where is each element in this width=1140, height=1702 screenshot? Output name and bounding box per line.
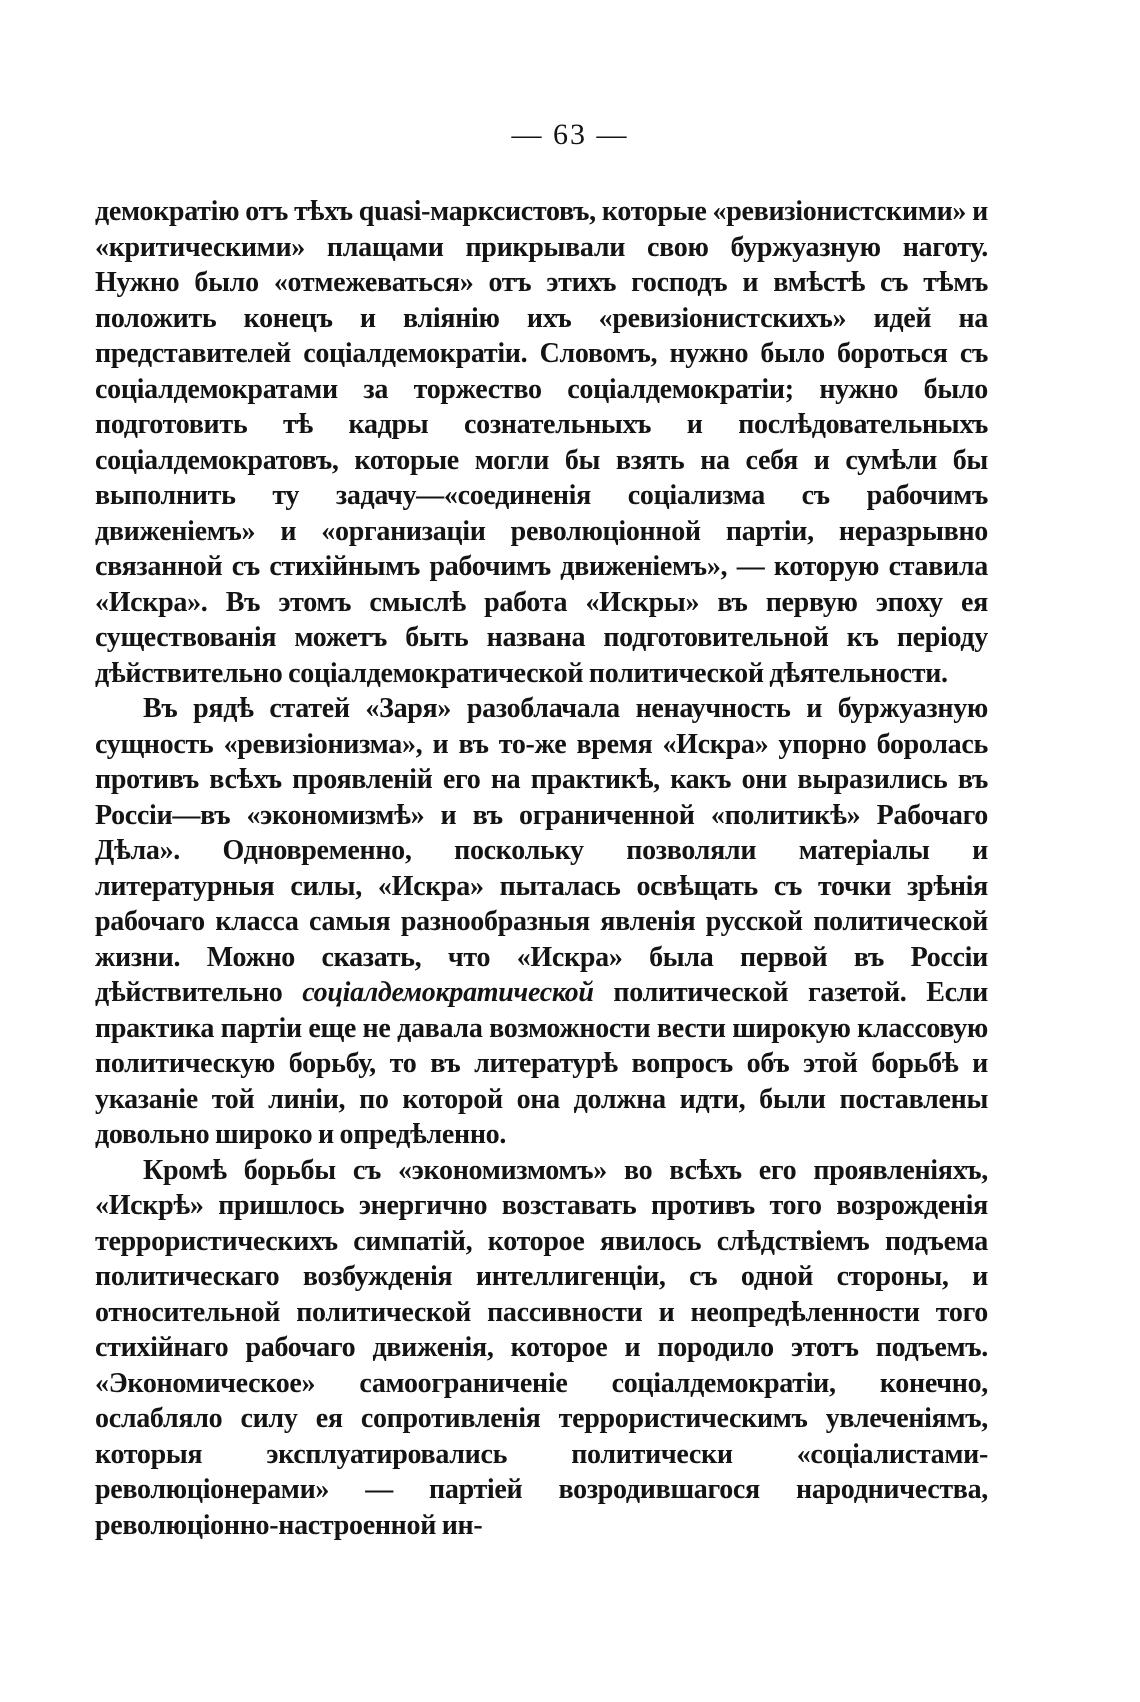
paragraph-1 (95, 194, 988, 691)
page-number: — 63 — (511, 118, 629, 151)
paragraph-1-text: демократію отъ тѣхъ quasi-марксистовъ, которые «ревизіонистскими» и «критическими» плащами прикрывали свою буржуазную наготу. Нужно было «отмежеваться» отъ этихъ господъ и вмѣстѣ съ тѣмъ положить конецъ и вліянію ихъ «ревизіонистскихъ» идей на представителей соціалдемократіи. Словомъ, нужно было бороться съ соціалдемократами за торжество соціалдемократіи; нужно было подготовить тѣ кадры сознательныхъ и послѣдовательныхъ соціалдемократовъ, которые могли бы взять на себя и сумѣли бы выполнить ту задачу—«соединенія соціализма съ рабочимъ движеніемъ» и «организаціи революціонной партіи, неразрывно связанной съ стихійнымъ рабочимъ движеніемъ», — которую ставила «Искра». Въ этомъ смыслѣ работа «Искры» въ первую эпоху ея существованія можетъ быть названа подготовительной къ періоду дѣйствительно соціалдемократической политической дѣятельности. (95, 196, 988, 689)
paragraph-3 (95, 1153, 988, 1544)
paragraph-2 (95, 691, 988, 1153)
paragraph-3-text: Кромѣ борьбы съ «экономизмомъ» во всѣхъ его проявленіяхъ, «Искрѣ» пришлось энергично возставать противъ того возрожденія террористическихъ симпатій, которое явилось слѣдствіемъ подъема политическаго возбужденія интеллигенціи, съ одной стороны, и относительной политической пассивности и неопредѣленности того стихійнаго рабочаго движенія, которое и породило этотъ подъемъ. «Экономическое» самоограниченіе соціалдемократіи, конечно, ослабляло силу ея сопротивленія террористическимъ увлеченіямъ, которыя эксплуатировались политически «соціалистами-революціонерами» — партіей возродившагося народничества, революціонно-настроенной ин- (95, 1154, 988, 1541)
body-text (95, 194, 988, 1543)
paragraph-2-italic-term: соціалдемократической (302, 977, 594, 1008)
paragraph-2-text-b: политической газетой. Если практика партіи еще не давала возможности вести широкую классовую политическую борьбу, то въ литературѣ вопросъ объ этой борьбѣ и указаніе той линіи, по которой она должна идти, были поставлены довольно широко и опредѣленно. (95, 977, 988, 1150)
paragraph-2-text-a: Въ рядѣ статей «Заря» разоблачала ненаучность и буржуазную сущность «ревизіонизма», и въ то-же время «Искра» упорно боролась противъ всѣхъ проявленій его на практикѣ, какъ они выразились въ Россіи—въ «экономизмѣ» и въ ограниченной «политикѣ» Рабочаго Дѣла». Одновременно, поскольку позволяли матеріалы и литературныя силы, «Искра» пыталась освѣщать съ точки зрѣнія рабочаго класса самыя разнообразныя явленія русской политической жизни. Можно сказать, что «Искра» была первой въ Россіи дѣйствительно (95, 693, 988, 1008)
